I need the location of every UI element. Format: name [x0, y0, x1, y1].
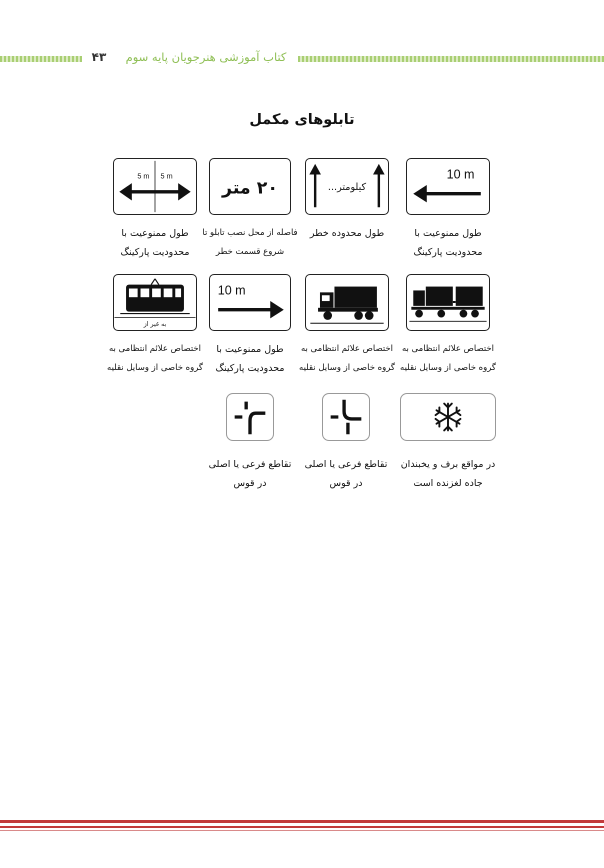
caption-sign-10: تقاطع فرعی یا اصلی در قوس	[304, 459, 388, 489]
sign-junction-curve-b	[226, 393, 274, 441]
caption-sign-8: اختصاص علائم انتظامی به گروه خاصی از وسایل نقلیه	[107, 344, 203, 373]
caption-sign-6: اختصاص علائم انتظامی به گروه خاصی از وسایل نقلیه	[299, 344, 395, 373]
page-number: ۴۳	[91, 50, 107, 64]
junction-curve-icon	[227, 394, 273, 440]
junction-curve-icon	[323, 394, 369, 440]
sign-label-left: 5 m	[137, 171, 150, 181]
caption-sign-3: فاصله از محل نصب تابلو تا شروع قسمت خطر	[202, 228, 298, 257]
footer-rule-thin	[0, 826, 604, 828]
snowflake-icon	[401, 394, 495, 440]
footer-rule-faint	[0, 830, 604, 831]
sign-junction-curve-a	[322, 393, 370, 441]
tram-icon	[114, 275, 196, 330]
caption-sign-7: طول ممنوعیت با محدودیت پارکینگ	[215, 344, 285, 374]
caption-sign-9: در مواقع برف و یخبندان جاده لغزنده است	[400, 459, 496, 489]
sign-label: ۲۰ متر	[222, 178, 278, 199]
sign-10m-left-arrow	[406, 158, 490, 215]
sign-truck	[305, 274, 389, 331]
sign-5m-both-directions	[113, 158, 197, 215]
footer-rule	[0, 820, 604, 823]
sign-label: کیلومتر...	[327, 181, 367, 193]
truck-icon	[306, 275, 388, 330]
sign-snow-ice	[400, 393, 496, 441]
sign-label: 10 m	[446, 167, 475, 182]
left-arrow-icon	[407, 159, 489, 214]
sign-truck-trailer	[406, 274, 490, 331]
caption-sign-1: طول ممنوعیت با محدودیت پارکینگ	[413, 228, 483, 258]
right-arrow-icon	[210, 275, 290, 330]
sign-label: به غیر از	[143, 321, 167, 329]
caption-sign-5: اختصاص علائم انتظامی به گروه خاصی از وسایل نقلیه	[400, 344, 496, 373]
caption-sign-11: تقاطع فرعی یا اصلی در قوس	[208, 459, 292, 489]
page-title: تابلوهای مکمل	[249, 112, 355, 128]
sign-tram-except	[113, 274, 197, 331]
sign-20-meter	[209, 158, 291, 215]
header-decor-right	[298, 56, 604, 62]
truck-trailer-icon	[407, 275, 489, 330]
sign-label-right: 5 m	[160, 171, 173, 181]
caption-sign-2: طول محدوده خطر	[309, 228, 385, 239]
header-decor-left	[0, 56, 82, 62]
up-arrows-icon	[306, 159, 388, 214]
caption-sign-4: طول ممنوعیت با محدودیت پارکینگ	[120, 228, 190, 258]
sign-10m-right-arrow	[209, 274, 291, 331]
double-arrow-icon	[114, 159, 196, 214]
book-title: کتاب آموزشی هنرجویان پایه سوم	[125, 50, 287, 64]
sign-label: 10 m	[217, 283, 246, 298]
sign-kilometer-range	[305, 158, 389, 215]
